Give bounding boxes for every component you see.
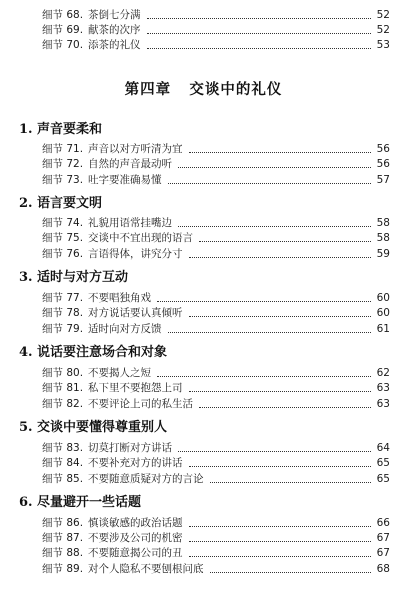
chapter-title: 交谈中的礼仪 (189, 81, 283, 98)
entry-title: 礼貌用语常挂嘴边 (88, 217, 173, 229)
toc-entry[interactable] (42, 142, 390, 156)
dot-leader (147, 18, 371, 19)
dot-leader (147, 48, 371, 49)
entry-number: 细节 71. (42, 143, 84, 155)
section-number: 3. (19, 270, 33, 285)
toc-entry[interactable] (42, 247, 390, 261)
entry-page: 65 (376, 457, 390, 469)
section-number: 4. (19, 345, 33, 360)
entry-number: 细节 82. (42, 398, 84, 410)
entry-title: 私下里不要抱怨上司 (88, 382, 183, 394)
toc-entry[interactable] (42, 38, 390, 52)
entry-page: 57 (376, 174, 390, 186)
entry-page: 52 (376, 9, 390, 21)
chapter-heading (0, 78, 407, 99)
toc-entry[interactable] (42, 291, 390, 305)
toc-entry[interactable] (42, 231, 390, 245)
section-title: 尽量避开一些话题 (37, 495, 142, 510)
toc-entry[interactable] (42, 546, 390, 560)
entry-number: 细节 83. (42, 442, 84, 454)
entry-page: 67 (376, 547, 390, 559)
entry-title: 切莫打断对方讲话 (88, 442, 173, 454)
toc-entry[interactable] (42, 472, 390, 486)
toc-entry[interactable] (42, 306, 390, 320)
entry-title: 声音以对方听清为宜 (88, 143, 183, 155)
entry-number: 细节 70. (42, 39, 84, 51)
toc-entry[interactable] (42, 322, 390, 336)
dot-leader (178, 226, 371, 227)
entry-title: 献茶的次序 (88, 24, 141, 36)
dot-leader (147, 33, 371, 34)
entry-title: 吐字要准确易懂 (88, 174, 162, 186)
section-heading[interactable] (19, 420, 167, 436)
toc-entry[interactable] (42, 381, 390, 395)
entry-page: 65 (376, 473, 390, 485)
entry-number: 细节 69. (42, 24, 84, 36)
entry-number: 细节 80. (42, 367, 84, 379)
entry-number: 细节 87. (42, 532, 84, 544)
entry-page: 63 (376, 382, 390, 394)
section-title: 交谈中要懂得尊重别人 (37, 420, 168, 435)
toc-entry[interactable] (42, 216, 390, 230)
toc-entry[interactable] (42, 516, 390, 530)
entry-number: 细节 88. (42, 547, 84, 559)
section-title: 语言要文明 (37, 196, 103, 211)
entry-title: 不要评论上司的私生活 (88, 398, 194, 410)
entry-number: 细节 89. (42, 563, 84, 575)
entry-number: 细节 68. (42, 9, 84, 21)
entry-page: 56 (376, 158, 390, 170)
entry-page: 60 (376, 307, 390, 319)
section-title: 声音要柔和 (37, 122, 103, 137)
entry-page: 63 (376, 398, 390, 410)
toc-entry[interactable] (42, 173, 390, 187)
entry-page: 66 (376, 517, 390, 529)
entry-title: 交谈中不宜出现的语言 (88, 232, 194, 244)
entry-number: 细节 81. (42, 382, 84, 394)
section-heading[interactable] (19, 345, 167, 361)
entry-page: 52 (376, 24, 390, 36)
entry-title: 适时向对方反馈 (88, 323, 162, 335)
section-number: 1. (19, 122, 33, 137)
toc-entry[interactable] (42, 397, 390, 411)
dot-leader (168, 183, 371, 184)
dot-leader (210, 482, 371, 483)
entry-number: 细节 84. (42, 457, 84, 469)
entry-page: 53 (376, 39, 390, 51)
entry-page: 67 (376, 532, 390, 544)
section-number: 5. (19, 420, 33, 435)
dot-leader (189, 257, 371, 258)
chapter-label: 第四章 (124, 81, 172, 98)
entry-number: 细节 74. (42, 217, 84, 229)
entry-title: 不要随意质疑对方的言论 (88, 473, 204, 485)
section-number: 2. (19, 196, 33, 211)
entry-title: 茶倒七分满 (88, 9, 141, 21)
entry-page: 58 (376, 232, 390, 244)
toc-entry[interactable] (42, 23, 390, 37)
dot-leader (189, 466, 371, 467)
dot-leader (189, 526, 371, 527)
toc-entry[interactable] (42, 531, 390, 545)
entry-title: 不要涉及公司的机密 (88, 532, 183, 544)
dot-leader (189, 316, 371, 317)
toc-entry[interactable] (42, 8, 390, 22)
entry-number: 细节 85. (42, 473, 84, 485)
dot-leader (157, 376, 371, 377)
entry-number: 细节 72. (42, 158, 84, 170)
dot-leader (189, 152, 371, 153)
toc-entry[interactable] (42, 441, 390, 455)
entry-title: 不要唱独角戏 (88, 292, 152, 304)
dot-leader (189, 391, 371, 392)
section-heading[interactable] (19, 122, 102, 138)
entry-title: 言语得体，讲究分寸 (88, 248, 183, 260)
entry-page: 59 (376, 248, 390, 260)
entry-page: 58 (376, 217, 390, 229)
dot-leader (189, 541, 371, 542)
entry-title: 不要补充对方的讲话 (88, 457, 183, 469)
toc-entry[interactable] (42, 456, 390, 470)
entry-number: 细节 76. (42, 248, 84, 260)
entry-number: 细节 78. (42, 307, 84, 319)
entry-page: 60 (376, 292, 390, 304)
dot-leader (189, 556, 371, 557)
dot-leader (178, 167, 371, 168)
entry-title: 对方说话要认真倾听 (88, 307, 183, 319)
entry-number: 细节 86. (42, 517, 84, 529)
section-number: 6. (19, 495, 33, 510)
dot-leader (168, 332, 371, 333)
entry-page: 62 (376, 367, 390, 379)
entry-title: 慎谈敏感的政治话题 (88, 517, 183, 529)
entry-page: 64 (376, 442, 390, 454)
dot-leader (157, 301, 371, 302)
entry-number: 细节 77. (42, 292, 84, 304)
dot-leader (199, 241, 371, 242)
section-title: 适时与对方互动 (37, 270, 129, 285)
toc-entry[interactable] (42, 562, 390, 576)
entry-title: 不要揭人之短 (88, 367, 152, 379)
entry-number: 细节 79. (42, 323, 84, 335)
entry-number: 细节 75. (42, 232, 84, 244)
section-title: 说话要注意场合和对象 (37, 345, 168, 360)
dot-leader (199, 407, 371, 408)
entry-page: 56 (376, 143, 390, 155)
section-heading[interactable] (19, 196, 102, 212)
entry-title: 自然的声音最动听 (88, 158, 173, 170)
entry-title: 对个人隐私不要刨根问底 (88, 563, 204, 575)
entry-page: 61 (376, 323, 390, 335)
section-heading[interactable] (19, 495, 141, 511)
entry-title: 不要随意揭公司的丑 (88, 547, 183, 559)
entry-page: 68 (376, 563, 390, 575)
toc-entry[interactable] (42, 366, 390, 380)
section-heading[interactable] (19, 270, 128, 286)
dot-leader (210, 572, 371, 573)
dot-leader (178, 451, 371, 452)
toc-entry[interactable] (42, 157, 390, 171)
entry-number: 细节 73. (42, 174, 84, 186)
entry-title: 添茶的礼仪 (88, 39, 141, 51)
